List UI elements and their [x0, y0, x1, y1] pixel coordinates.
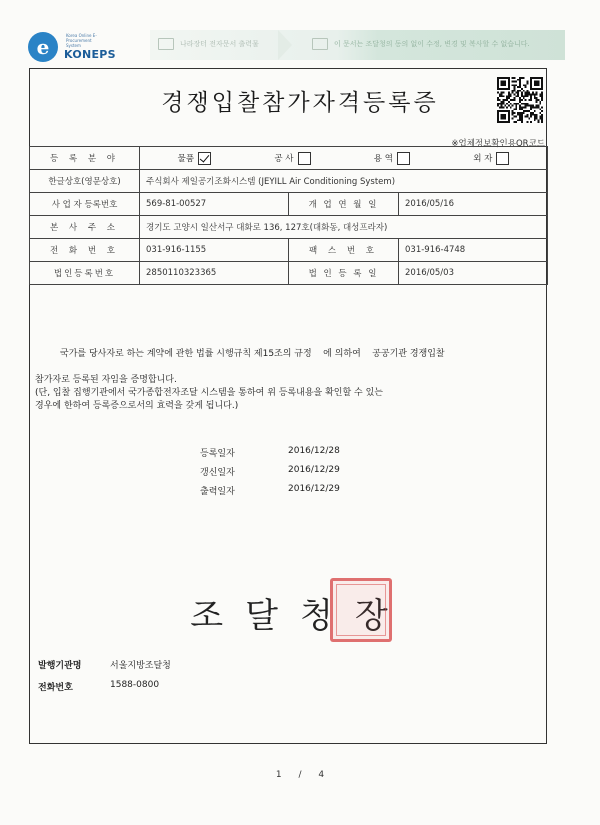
koneps-logo	[28, 30, 123, 68]
page-number: 1 / 4	[275, 770, 325, 780]
issuing-agency-row	[38, 658, 171, 671]
table-row	[30, 147, 548, 170]
certification-note	[35, 374, 383, 413]
corp-reg-date: 2016/05/03	[399, 262, 548, 285]
issuing-agency-label: 발행기관명	[38, 661, 82, 671]
address: 경기도 고양시 일산서구 대화로 136, 127호(대화동, 대성프라자)	[140, 216, 548, 239]
company-name: 주식회사 제일공기조화시스템 (JEYILL Air Conditioning System)	[140, 170, 548, 193]
certificate-title: 경쟁입찰참가자격등록증	[161, 90, 439, 116]
company-name-label: 한글상호(영문상호)	[30, 170, 140, 193]
banner-right-text: 이 문서는 조달청의 동의 없이 수정, 변경 및 복사할 수 없습니다.	[334, 40, 530, 48]
table-row	[30, 216, 548, 239]
date-row-printed	[200, 484, 340, 503]
category-options	[140, 147, 548, 170]
footer-phone-row	[38, 680, 159, 693]
banner-left-text: 나라장터 전자문서 출력물	[180, 40, 259, 48]
note-line: 경우에 한하여 등록증으로서의 효력을 갖게 됩니다.)	[35, 401, 239, 411]
koneps-emblem-icon: e	[28, 32, 58, 62]
fax-label: 팩 스 번 호	[289, 239, 399, 262]
biz-no-label: 사 업 자 등록번호	[30, 193, 140, 216]
issuer-name: 조달청장	[190, 596, 410, 636]
logo-tagline: Korea Online E-Procurement System	[66, 33, 97, 48]
date-row-registered	[200, 446, 340, 465]
table-row	[30, 239, 548, 262]
date-value: 2016/12/29	[288, 465, 340, 475]
registration-table	[29, 146, 548, 285]
phone: 031-916-1155	[140, 239, 289, 262]
category-construction: 공 사	[274, 152, 310, 165]
seal-border	[336, 584, 386, 636]
date-row-renewed	[200, 465, 340, 484]
corp-no-label: 법인등록번호	[30, 262, 140, 285]
date-label: 갱신일자	[200, 468, 235, 478]
banner-left	[158, 38, 259, 50]
category-foreign-checkbox	[496, 152, 509, 165]
document-icon	[158, 38, 174, 50]
opening-date: 2016/05/16	[399, 193, 548, 216]
opening-date-label: 개 업 연 월 일	[289, 193, 399, 216]
category-foreign: 외 자	[473, 152, 509, 165]
certification-statement: 국가를 당사자로 하는 계약에 관한 법률 시행규칙 제15조의 규정 에 의하여 공공기관 경쟁입찰	[60, 349, 445, 359]
header-banner	[150, 30, 565, 60]
issuing-agency: 서울지방조달청	[110, 661, 171, 671]
address-label: 본 사 주 소	[30, 216, 140, 239]
date-value: 2016/12/28	[288, 446, 340, 456]
note-line: 참가자로 등록된 자임을 증명합니다.	[35, 375, 177, 385]
footer-phone: 1588-0800	[110, 680, 160, 690]
qr-code-icon	[497, 77, 543, 123]
official-seal-stamp	[330, 578, 392, 642]
biz-no: 569-81-00527	[140, 193, 289, 216]
category-goods-checkbox	[198, 152, 211, 165]
phone-label: 전 화 번 호	[30, 239, 140, 262]
table-row	[30, 262, 548, 285]
category-service-checkbox	[397, 152, 410, 165]
category-label: 등 록 분 야	[30, 147, 140, 170]
date-list	[200, 446, 340, 503]
fax: 031-916-4748	[399, 239, 548, 262]
table-row	[30, 170, 548, 193]
banner-right	[312, 38, 530, 50]
date-label: 출력일자	[200, 487, 235, 497]
category-goods: 물품	[178, 152, 211, 165]
corp-reg-date-label: 법 인 등 록 일	[289, 262, 399, 285]
footer-phone-label: 전화번호	[38, 683, 73, 693]
date-label: 등록일자	[200, 449, 235, 459]
table-row	[30, 193, 548, 216]
qr-caption: ※업체정보확인용QR코드	[451, 139, 545, 149]
note-line: (단, 입찰 집행기관에서 국가종합전자조달 시스템을 통하여 위 등록내용을 확인할 수 있는	[35, 388, 383, 398]
logo-text: KONEPS	[64, 48, 116, 61]
category-service: 용 역	[374, 152, 410, 165]
category-construction-checkbox	[298, 152, 311, 165]
monitor-icon	[312, 38, 328, 50]
banner-arrow-icon	[278, 30, 292, 60]
date-value: 2016/12/29	[288, 484, 340, 494]
corp-no: 2850110323365	[140, 262, 289, 285]
